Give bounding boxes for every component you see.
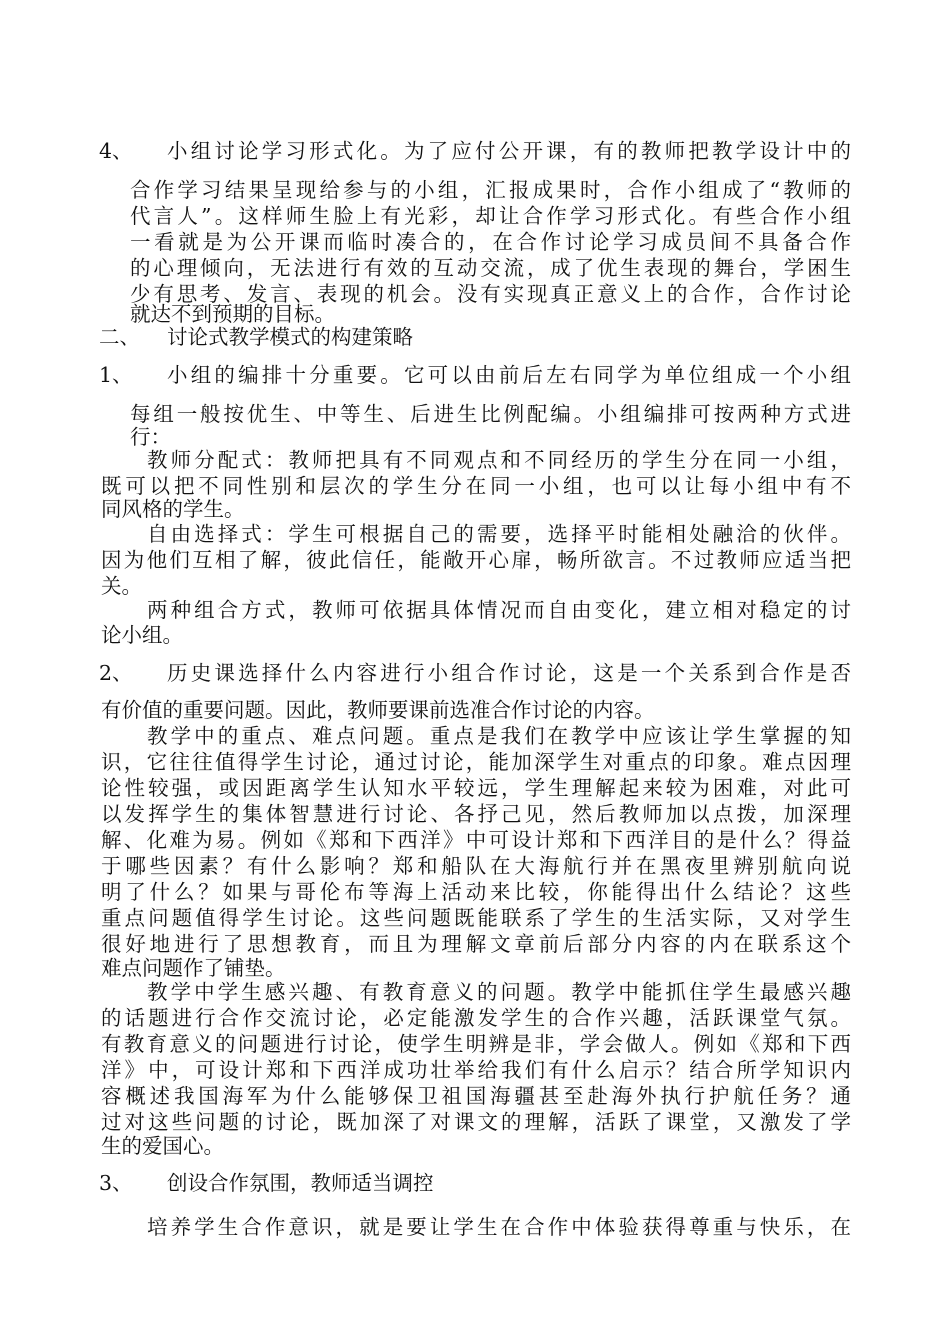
para-teacher-assign-line-3: 同风格的学生。 bbox=[101, 497, 245, 521]
para-interest-line-1: 教学中学生感兴趣、有教育意义的问题。教学中能抓住学生最感兴趣 bbox=[147, 980, 851, 1004]
para-interest-line-4: 洋》中，可设计郑和下西洋成功壮举给我们有什么启示？结合所学知识内 bbox=[101, 1058, 851, 1082]
para-interest-line-2: 的话题进行合作交流讨论，必定能激发学生的合作兴趣，活跃课堂气氛。 bbox=[101, 1006, 851, 1030]
para-interest-line-5: 容概述我国海军为什么能够保卫祖国海疆甚至赴海外执行护航任务？通 bbox=[101, 1084, 851, 1108]
section-1-line-2: 每组一般按优生、中等生、后进生比例配编。小组编排可按两种方式进 bbox=[130, 402, 851, 426]
para-free-choice-line-1: 自由选择式：学生可根据自己的需要，选择平时能相处融洽的伙伴。 bbox=[147, 522, 851, 546]
para-key-points-line-10: 难点问题作了铺垫。 bbox=[101, 956, 286, 980]
para-free-choice-line-2: 因为他们互相了解，彼此信任，能敞开心扉，畅所欲言。不过教师应适当把 bbox=[101, 548, 851, 572]
section-4-line-7: 就达不到预期的目标。 bbox=[130, 302, 335, 326]
section-2-number: 2、 bbox=[99, 661, 133, 685]
section-2-line-2: 有价值的重要问题。因此，教师要课前选准合作讨论的内容。 bbox=[101, 698, 655, 722]
para-key-points-line-1: 教学中的重点、难点问题。重点是我们在教学中应该让学生掌握的知 bbox=[147, 724, 851, 748]
para-interest-line-6: 过对这些问题的讨论，既加深了对课文的理解，活跃了课堂，又激发了学 bbox=[101, 1110, 851, 1134]
para-interest-line-7: 生的爱国心。 bbox=[101, 1134, 224, 1158]
section-4-line-5: 的心理倾向，无法进行有效的互动交流，成了优生表现的舞台，学困生 bbox=[130, 256, 851, 280]
section-4-number: 4、 bbox=[99, 139, 133, 163]
heading-2-number: 二、 bbox=[99, 325, 140, 349]
section-3-number: 3、 bbox=[99, 1171, 133, 1195]
section-4-line-1: 小组讨论学习形式化。为了应付公开课，有的教师把教学设计中的 bbox=[167, 139, 851, 163]
para-two-modes-line-2: 论小组。 bbox=[101, 623, 183, 647]
para-key-points-line-3: 论性较强，或因距离学生认知水平较远，学生理解起来较为困难，对此可 bbox=[101, 776, 851, 800]
section-1-line-1: 小组的编排十分重要。它可以由前后左右同学为单位组成一个小组 bbox=[167, 363, 851, 387]
para-key-points-line-9: 很好地进行了思想教育，而且为理解文章前后部分内容的内在联系这个 bbox=[101, 932, 851, 956]
para-key-points-line-2: 识，它往往值得学生讨论，通过讨论，能加深学生对重点的印象。难点因理 bbox=[101, 750, 851, 774]
para-key-points-line-5: 解、化难为易。例如《郑和下西洋》中可设计郑和下西洋目的是什么？得益 bbox=[101, 828, 851, 852]
para-interest-line-3: 有教育意义的问题进行讨论，使学生明辨是非，学会做人。例如《郑和下西 bbox=[101, 1032, 851, 1056]
para-key-points-line-8: 重点问题值得学生讨论。这些问题既能联系了学生的生活实际，又对学生 bbox=[101, 906, 851, 930]
section-2-line-1: 历史课选择什么内容进行小组合作讨论，这是一个关系到合作是否 bbox=[167, 661, 851, 685]
para-key-points-line-7: 明了什么？如果与哥伦布等海上活动来比较，你能得出什么结论？这些 bbox=[101, 880, 851, 904]
para-key-points-line-4: 以发挥学生的集体智慧进行讨论、各抒己见，然后教师加以点拨，加深理 bbox=[101, 802, 851, 826]
section-4-line-2: 合作学习结果呈现给参与的小组，汇报成果时，合作小组成了“教师的 bbox=[130, 178, 851, 202]
section-1-line-3: 行： bbox=[130, 425, 171, 449]
para-teacher-assign-line-1: 教师分配式：教师把具有不同观点和不同经历的学生分在同一小组， bbox=[147, 448, 851, 472]
section-4-line-4: 一看就是为公开课而临时凑合的，在合作讨论学习成员间不具备合作 bbox=[130, 230, 851, 254]
para-two-modes-line-1: 两种组合方式，教师可依据具体情况而自由变化，建立相对稳定的讨 bbox=[147, 598, 851, 622]
para-key-points-line-6: 于哪些因素？有什么影响？郑和船队在大海航行并在黑夜里辨别航向说 bbox=[101, 854, 851, 878]
para-teacher-assign-line-2: 既可以把不同性别和层次的学生分在同一小组，也可以让每小组中有不 bbox=[101, 474, 851, 498]
para-cultivate-line-1: 培养学生合作意识，就是要让学生在合作中体验获得尊重与快乐，在 bbox=[147, 1215, 851, 1239]
section-4-line-6: 少有思考、发言、表现的机会。没有实现真正意义上的合作，合作讨论 bbox=[130, 282, 851, 306]
section-4-line-3: 代言人”。这样师生脸上有光彩，却让合作学习形式化。有些合作小组 bbox=[130, 204, 851, 228]
heading-2-title: 讨论式教学模式的构建策略 bbox=[167, 325, 413, 349]
section-3-title: 创设合作氛围，教师适当调控 bbox=[167, 1171, 434, 1195]
para-free-choice-line-3: 关。 bbox=[101, 574, 142, 598]
section-1-number: 1、 bbox=[99, 363, 133, 387]
